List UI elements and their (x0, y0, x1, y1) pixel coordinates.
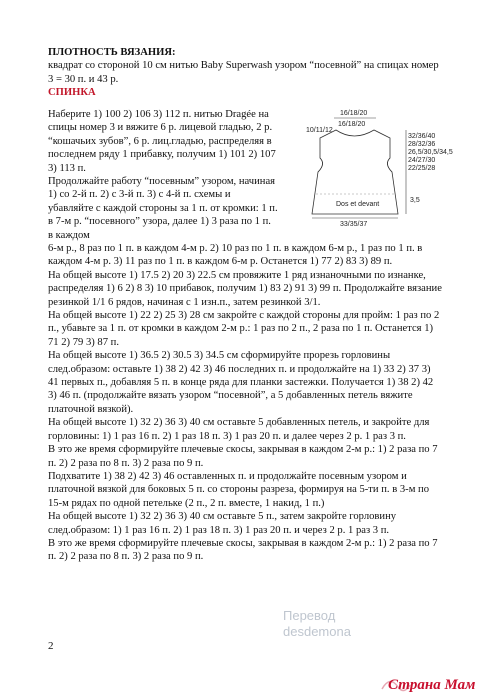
hem-height-label: 3,5 (410, 197, 420, 204)
right-label-4: 24/27/30 (408, 157, 436, 164)
top-width-label: 16/18/20 (340, 110, 368, 117)
density-title: ПЛОТНОСТЬ ВЯЗАНИЯ: (48, 47, 176, 58)
right-label-5: 22/25/28 (408, 165, 436, 172)
site-logo (376, 667, 492, 697)
logo-text: Страна Мам (388, 677, 476, 693)
paragraph-6: На общей высоте 1) 32 2) 36 3) 40 см оставьте 5 добавленных петель, и закройте для горловины: 1) 1 раз 16 п. 2) 1 раз 18 п. 3) 1 раз 20 п. и далее через 2 р. 1 раз 3 п. (48, 417, 430, 442)
density-text: квадрат со стороной 10 см нитью Baby Superwash узором “посевной” на спицах номер 3 = 30 п. и 43 р. (48, 60, 439, 85)
diagram-caption: Dos et devant (336, 201, 380, 208)
paragraph-9: На общей высоте 1) 32 2) 36 3) 40 см оставьте 5 п., затем закройте горловину след.образом: 1) 1 раз 16 п. 2) 1 раз 18 п. 3) 1 раз 20 п. и через 2 р. 1 раз 3 п. (48, 511, 397, 536)
watermark-line-2: desdemona (283, 624, 351, 639)
shoulder-left-label: 10/11/12 (306, 127, 333, 134)
paragraph-2b: 6-м р., 8 раз по 1 п. в каждом 4-м р. 2) 10 раз по 1 п. в каждом 6-м р., 1 раз по 1 п. в каждом 4-м р. 3) 11 раз по 1 п. в каждом 6-м р. Останется 1) 77 2) 83 3) 89 п. (48, 243, 423, 268)
paragraph-7: В это же время сформируйте плечевые скосы, закрывая в каждом 2-м р.: 1) 2 раза по 7 п. 2) 2 раза по 8 п. 3) 2 раза по 9 п. (48, 444, 438, 469)
armhole-curves (318, 158, 392, 172)
garment-schematic-diagram (280, 106, 453, 228)
section-title: СПИНКА (48, 87, 96, 99)
paragraph-3: На общей высоте 1) 17.5 2) 20 3) 22.5 см провяжите 1 ряд изнаночными по изнанке, распределяя 1) 6 2) 8 3) 10 прибавок, получим 1) 83 2) 91 3) 99 п. Продолжайте вязание резинкой 1/1 6 рядов, начиная с 1 изн.п., затем резинкой 3/1. (48, 269, 442, 308)
paragraph-10: В это же время сформируйте плечевые скосы, закрывая в каждом 2-м р.: 1) 2 раза по 7 п. 2) 2 раза по 8 п. 3) 2 раза по 9 п. (48, 537, 438, 563)
paragraph-4: На общей высоте 1) 22 2) 25 3) 28 см закройте с каждой стороны для пройм: 1 раз по 2 п., убавьте за 1 п. от кромки в каждом 2-м р.: 1 раз по 2 п., 2 раза по 1 п. Останется 1) 71 2) 79 3) 87 п. (48, 310, 440, 348)
bottom-width-label: 33/35/37 (340, 221, 368, 228)
paragraph-2a: Продолжайте работу “посевным” узором, начиная 1) со 2-й п. 2) с 3-й п. 3) с 4-й п. схемы и убавляйте с каждой стороны за 1 п. от кромки: 1 п. в 7-м р. “посевного” узора, далее 1) 3 раза по 1 п. в каждом (48, 176, 278, 241)
page-number: 2 (48, 640, 54, 652)
density-block (48, 46, 443, 100)
right-label-1: 32/36/40 (408, 133, 436, 140)
paragraph-narrow-group (48, 108, 278, 242)
watermark-line-1: Перевод (283, 608, 336, 623)
paragraph-wide-group (48, 242, 443, 564)
right-label-3: 26,5/30,5/34,5 (408, 149, 453, 156)
paragraph-1: Наберите 1) 100 2) 106 3) 112 п. нитью Dragée на спицы номер 3 и вяжите 6 р. лицевой гладью, 2 р. “кошачьих зубов”, 6 р. лиц.гладью, распределяя в последнем ряду 1 прибавку, получим 1) 101 2) 107 3) 113 п. (48, 109, 276, 174)
right-label-2: 28/32/36 (408, 141, 436, 148)
paragraph-8: Подхватите 1) 38 2) 42 3) 46 оставленных п. и продолжайте посевным узором и платочной вязкой для боковых 5 п. со стороны разреза, формируя на 5-ти п. в 3-м по 15-м рядах по одной петельке (2 п., 2 п. вместе, 1 накид, 1 п.) (48, 470, 430, 509)
neck-width-label: 16/18/20 (338, 121, 366, 128)
density-title-text: ПЛОТНОСТЬ ВЯЗАНИЯ (48, 47, 172, 58)
translator-watermark (283, 608, 383, 640)
paragraph-5: На общей высоте 1) 36.5 2) 30.5 3) 34.5 см сформируйте прорезь горловины след.образом: оставьте 1) 38 2) 42 3) 46 последних п. и продолжайте на 1) 33 2) 37 3) 41 первых п., добавляя 5 п. в конце ряда для планки застежки. Получается 1) 38 2) 42 3) 46 п. (продолжайте вязать узором “посевной”, а 5 добавленных петель вяжите платочной вязкой). (48, 350, 434, 415)
